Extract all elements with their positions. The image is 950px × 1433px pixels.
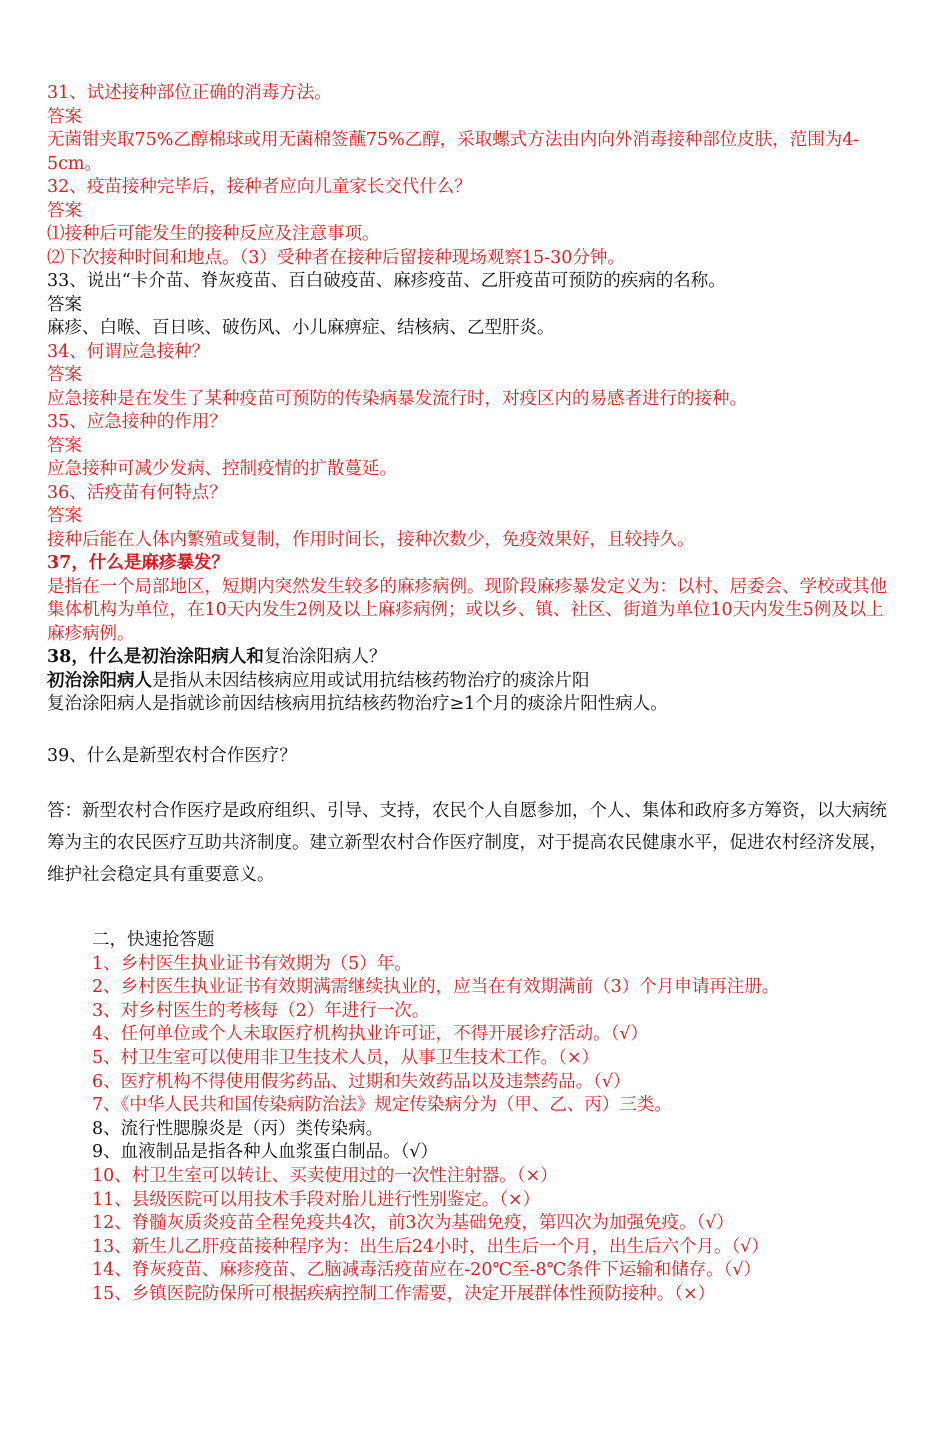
answer-32-line-1: ⑴接种后可能发生的接种反应及注意事项。 — [47, 224, 380, 244]
question-38-part-1: 38，什么是初治涂阳病人和 — [47, 647, 264, 667]
quick-item-9: 9、血液制品是指各种人血浆蛋白制品。（√） — [92, 1142, 439, 1163]
quick-answer-section — [92, 929, 779, 1307]
quick-item-2: 2、乡村医生执业证书有效期满需继续执业的，应当在有效期满前（3）个月申请再注册。 — [92, 977, 780, 998]
answer-34: 应急接种是在发生了某种疫苗可预防的传染病暴发流行时，对疫区内的易感者进行的接种。 — [47, 388, 747, 409]
question-35: 35、应急接种的作用？ — [47, 412, 227, 432]
quick-item-1: 1、乡村医生执业证书有效期为（5）年。 — [92, 953, 412, 974]
answer-38-line-2: 复治涂阳病人是指就诊前因结核病用抗结核药物治疗≥1个月的痰涂片阳性病人。 — [47, 694, 668, 714]
quick-item-7: 7、《中华人民共和国传染病防治法》规定传染病分为（甲、乙、丙）三类。 — [92, 1095, 672, 1116]
answer-35: 应急接种可减少发病、控制疫情的扩散蔓延。 — [47, 459, 397, 479]
answer-label-34: 答案 — [47, 365, 82, 385]
quick-item-15: 15、乡镇医院防保所可根据疾病控制工作需要，决定开展群体性预防接种。（×） — [92, 1283, 716, 1304]
quick-item-3: 3、对乡村医生的考核每（2）年进行一次。 — [92, 1000, 430, 1021]
answer-32-line-2: ⑵下次接种时间和地点。（3）受种者在接种后留接种现场观察15-30分钟。 — [47, 247, 625, 268]
answer-38-term: 初治涂阳病人 — [47, 670, 152, 691]
quick-item-10: 10、村卫生室可以转让、买卖使用过的一次性注射器。（×） — [92, 1165, 558, 1186]
question-38 — [47, 646, 897, 670]
answer-36: 接种后能在人体内繁殖或复制，作用时间长，接种次数少，免疫效果好，且较持久。 — [47, 529, 695, 550]
question-34: 34、何谓应急接种？ — [47, 341, 210, 362]
quick-item-11: 11、县级医院可以用技术手段对胎儿进行性别鉴定。（×） — [92, 1189, 541, 1210]
question-37: 37，什么是麻疹暴发？ — [47, 553, 229, 573]
quick-item-13: 13、新生儿乙肝疫苗接种程序为：出生后24小时，出生后一个月，出生后六个月。（√） — [92, 1236, 769, 1257]
quick-item-4: 4、任何单位或个人未取医疗机构执业许可证，不得开展诊疗活动。（√） — [92, 1024, 649, 1045]
quick-item-8: 8、流行性腮腺炎是（丙）类传染病。 — [92, 1118, 384, 1139]
answer-39: 答：新型农村合作医疗是政府组织、引导、支持，农民个人自愿参加，个人、集体和政府多方筹资，以大病统筹为主的农民医疗互助共济制度。建立新型农村合作医疗制度，对于提高农民健康水平，促进农村经济发展，维护社会稳定具有重要意义。 — [47, 801, 887, 885]
question-32: 32、疫苗接种完毕后，接种者应向儿童家长交代什么？ — [47, 177, 472, 197]
answer-38-line-1-rest: 是指从未因结核病应用或试用抗结核药物治疗的痰涂片阳 — [152, 670, 590, 691]
answer-label-31: 答案 — [47, 106, 82, 127]
question-38-part-2: 复治涂阳病人？ — [263, 647, 387, 667]
quick-item-5: 5、村卫生室可以使用非卫生技术人员，从事卫生技术工作。（×） — [92, 1047, 600, 1068]
answer-label-32: 答案 — [47, 200, 82, 221]
question-39: 39、什么是新型农村合作医疗？ — [47, 746, 297, 766]
question-31: 31、试述接种部位正确的消毒方法。 — [47, 83, 332, 103]
answer-31: 无菌钳夹取75%乙醇棉球或用无菌棉签蘸75%乙醇，采取螺式方法由内向外消毒接种部位皮肤，范围为4-5cm。 — [47, 130, 860, 174]
quick-item-12: 12、脊髓灰质炎疫苗全程免疫共4次，前3次为基础免疫，第四次为加强免疫。（√） — [92, 1213, 734, 1234]
answer-38-line-1 — [47, 670, 897, 694]
quick-item-14: 14、脊灰疫苗、麻疹疫苗、乙脑减毒活疫苗应在-20℃至-8℃条件下运输和储存。（√） — [92, 1260, 762, 1281]
answer-37: 是指在一个局部地区，短期内突然发生较多的麻疹病例。现阶段麻疹暴发定义为：以村、居委会、学校或其他集体机构为单位，在10天内发生2例及以上麻疹病例；或以乡、镇、社区、街道为单位10天内发生5例及以上麻疹病例。 — [47, 576, 887, 644]
answer-label-35: 答案 — [47, 435, 82, 456]
answer-label-36: 答案 — [47, 506, 82, 526]
answer-label-33: 答案 — [47, 294, 82, 315]
question-36: 36、活疫苗有何特点？ — [47, 482, 227, 503]
quick-item-6: 6、医疗机构不得使用假劣药品、过期和失效药品以及违禁药品。（√） — [92, 1071, 631, 1092]
quick-heading: 二，快速抢答题 — [92, 930, 215, 950]
qa-section — [47, 82, 897, 717]
question-33: 33、说出“卡介苗、脊灰疫苗、百白破疫苗、麻疹疫苗、乙肝疫苗可预防的疾病的名称。 — [47, 271, 726, 291]
answer-33: 麻疹、白喉、百日咳、破伤风、小儿麻痹症、结核病、乙型肝炎。 — [47, 318, 555, 338]
